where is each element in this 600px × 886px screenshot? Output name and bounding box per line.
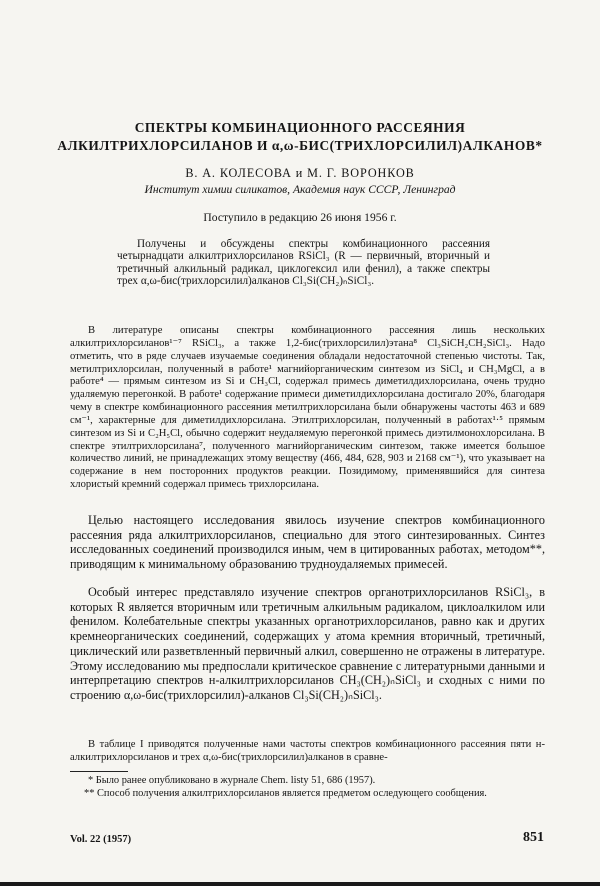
paragraph-aim: Целью настоящего исследования явилось изучение спектров комбинационного рассеяния ряда алкилтрихлорсиланов, специально для этого синтезированных. Синтез исследованных соединений производился иным, чем в цитированных работах, методом**, приводящим к минимальному образованию трудноудаляемых примесей. <box>70 513 545 572</box>
journal-volume: Vol. 22 (1957) <box>70 834 132 845</box>
footnote-2: ** Способ получения алкилтрихлорсиланов является предметом оследующего сообщения. <box>84 788 487 799</box>
paragraph-special-interest: Особый интерес представляло изучение спектров органотрихлорсиланов RSiCl₃, в которых R является вторичным или третичным алкильным радикалом, циклоалкилом или фенилом. Колебательные спектры указанных органотрихлорсиланов, равно как и других кремнеорганических соединений, содержащих у атома кремния вторичный, третичный, циклический или разветвленный первичный алкил, совершенно не отражены в литературе. Этому исследованию мы предпослали критическое сравнение с литературными данными и интерпретацию спектров н-алкилтрихлорсиланов CH₃(CH₂)ₙSiCl₃ и сходных с ними по строению α,ω-бис(трихлорсилил)-алканов Cl₃Si(CH₂)ₙSiCl₃. <box>70 585 545 702</box>
scan-edge <box>0 882 600 886</box>
article-title-line-2: АЛКИЛТРИХЛОРСИЛАНОВ И α,ω-БИС(ТРИХЛОРСИЛИЛ)АЛКАНОВ* <box>57 138 543 153</box>
paragraph-table-intro: В таблице I приводятся полученные нами частоты спектров комбинационного рассеяния пяти н-алкилтрихлорсиланов и трех α,ω-бис(трихлорсилил)алканов в сравне- <box>70 739 545 763</box>
article-title-line-1: СПЕКТРЫ КОМБИНАЦИОННОГО РАССЕЯНИЯ <box>134 120 466 135</box>
authors: В. А. КОЛЕСОВА и М. Г. ВОРОНКОВ <box>185 166 415 180</box>
paragraph-literature-review: В литературе описаны спектры комбинационного рассеяния лишь нескольких алкилтрихлорсиланов¹⁻⁷ RSiCl₃, а также 1,2-бис(трихлорсилил)этана⁸ Cl₃SiCH₂CH₂SiCl₃. Надо отметить, что в ряде случаев изучаемые соединения обладали недостаточной степенью чистоты. Так, метилтрихлорсилан, полученный в работе¹ магнийорганическим синтезом из SiCl₄ и CH₃MgCl, а в работе⁴ — прямым синтезом из Si и CH₃Cl, содержал примесь диметилдихлорсилана, очень трудно удаляемую перегонкой. В работе¹ содержание примеси диметилдихлорсилана достигало 20%, благодаря чему в спектре комбинационного рассеяния метилтрихлорсилана были обнаружены частоты 463 и 689 см⁻¹, характерные для диметилдихлорсилана. Этилтрихлорсилан, полученный в работах¹·⁵ прямым синтезом из Si и C₂H₅Cl, обычно содержит неудаляемую перегонкой примесь диэтилмонохлорсилана. В спектре этилтрихлорсилана⁷, полученного магнийорганическим синтезом, также имеется большое количество линий, не принадлежащих этому веществу (466, 484, 628, 903 и 2168 см⁻¹), что указывает на содержание в нем посторонних продуктов реакции. Позидимому, применявшийся для синтеза хлористый кремний содержал примесь трихлорсилана. <box>70 325 545 491</box>
affiliation: Институт химии силикатов, Академия наук СССР, Ленинград <box>144 183 456 196</box>
page-number: 851 <box>523 830 544 845</box>
footnote-divider <box>70 771 128 772</box>
footnote-1: * Было ранее опубликовано в журнале Chem. listy 51, 686 (1957). <box>88 775 376 786</box>
received-date: Поступило в редакцию 26 июня 1956 г. <box>203 211 397 224</box>
abstract: Получены и обсуждены спектры комбинационного рассеяния четырнадцати алкилтрихлорсиланов RSiCl₃ (R — первичный, вторичный и третичный алкильный радикал, циклогексил или фенил), а также спектры трех α,ω-бис(трихлорсилил)алканов Cl₃Si(CH₂)ₙSiCl₃. <box>117 238 490 287</box>
